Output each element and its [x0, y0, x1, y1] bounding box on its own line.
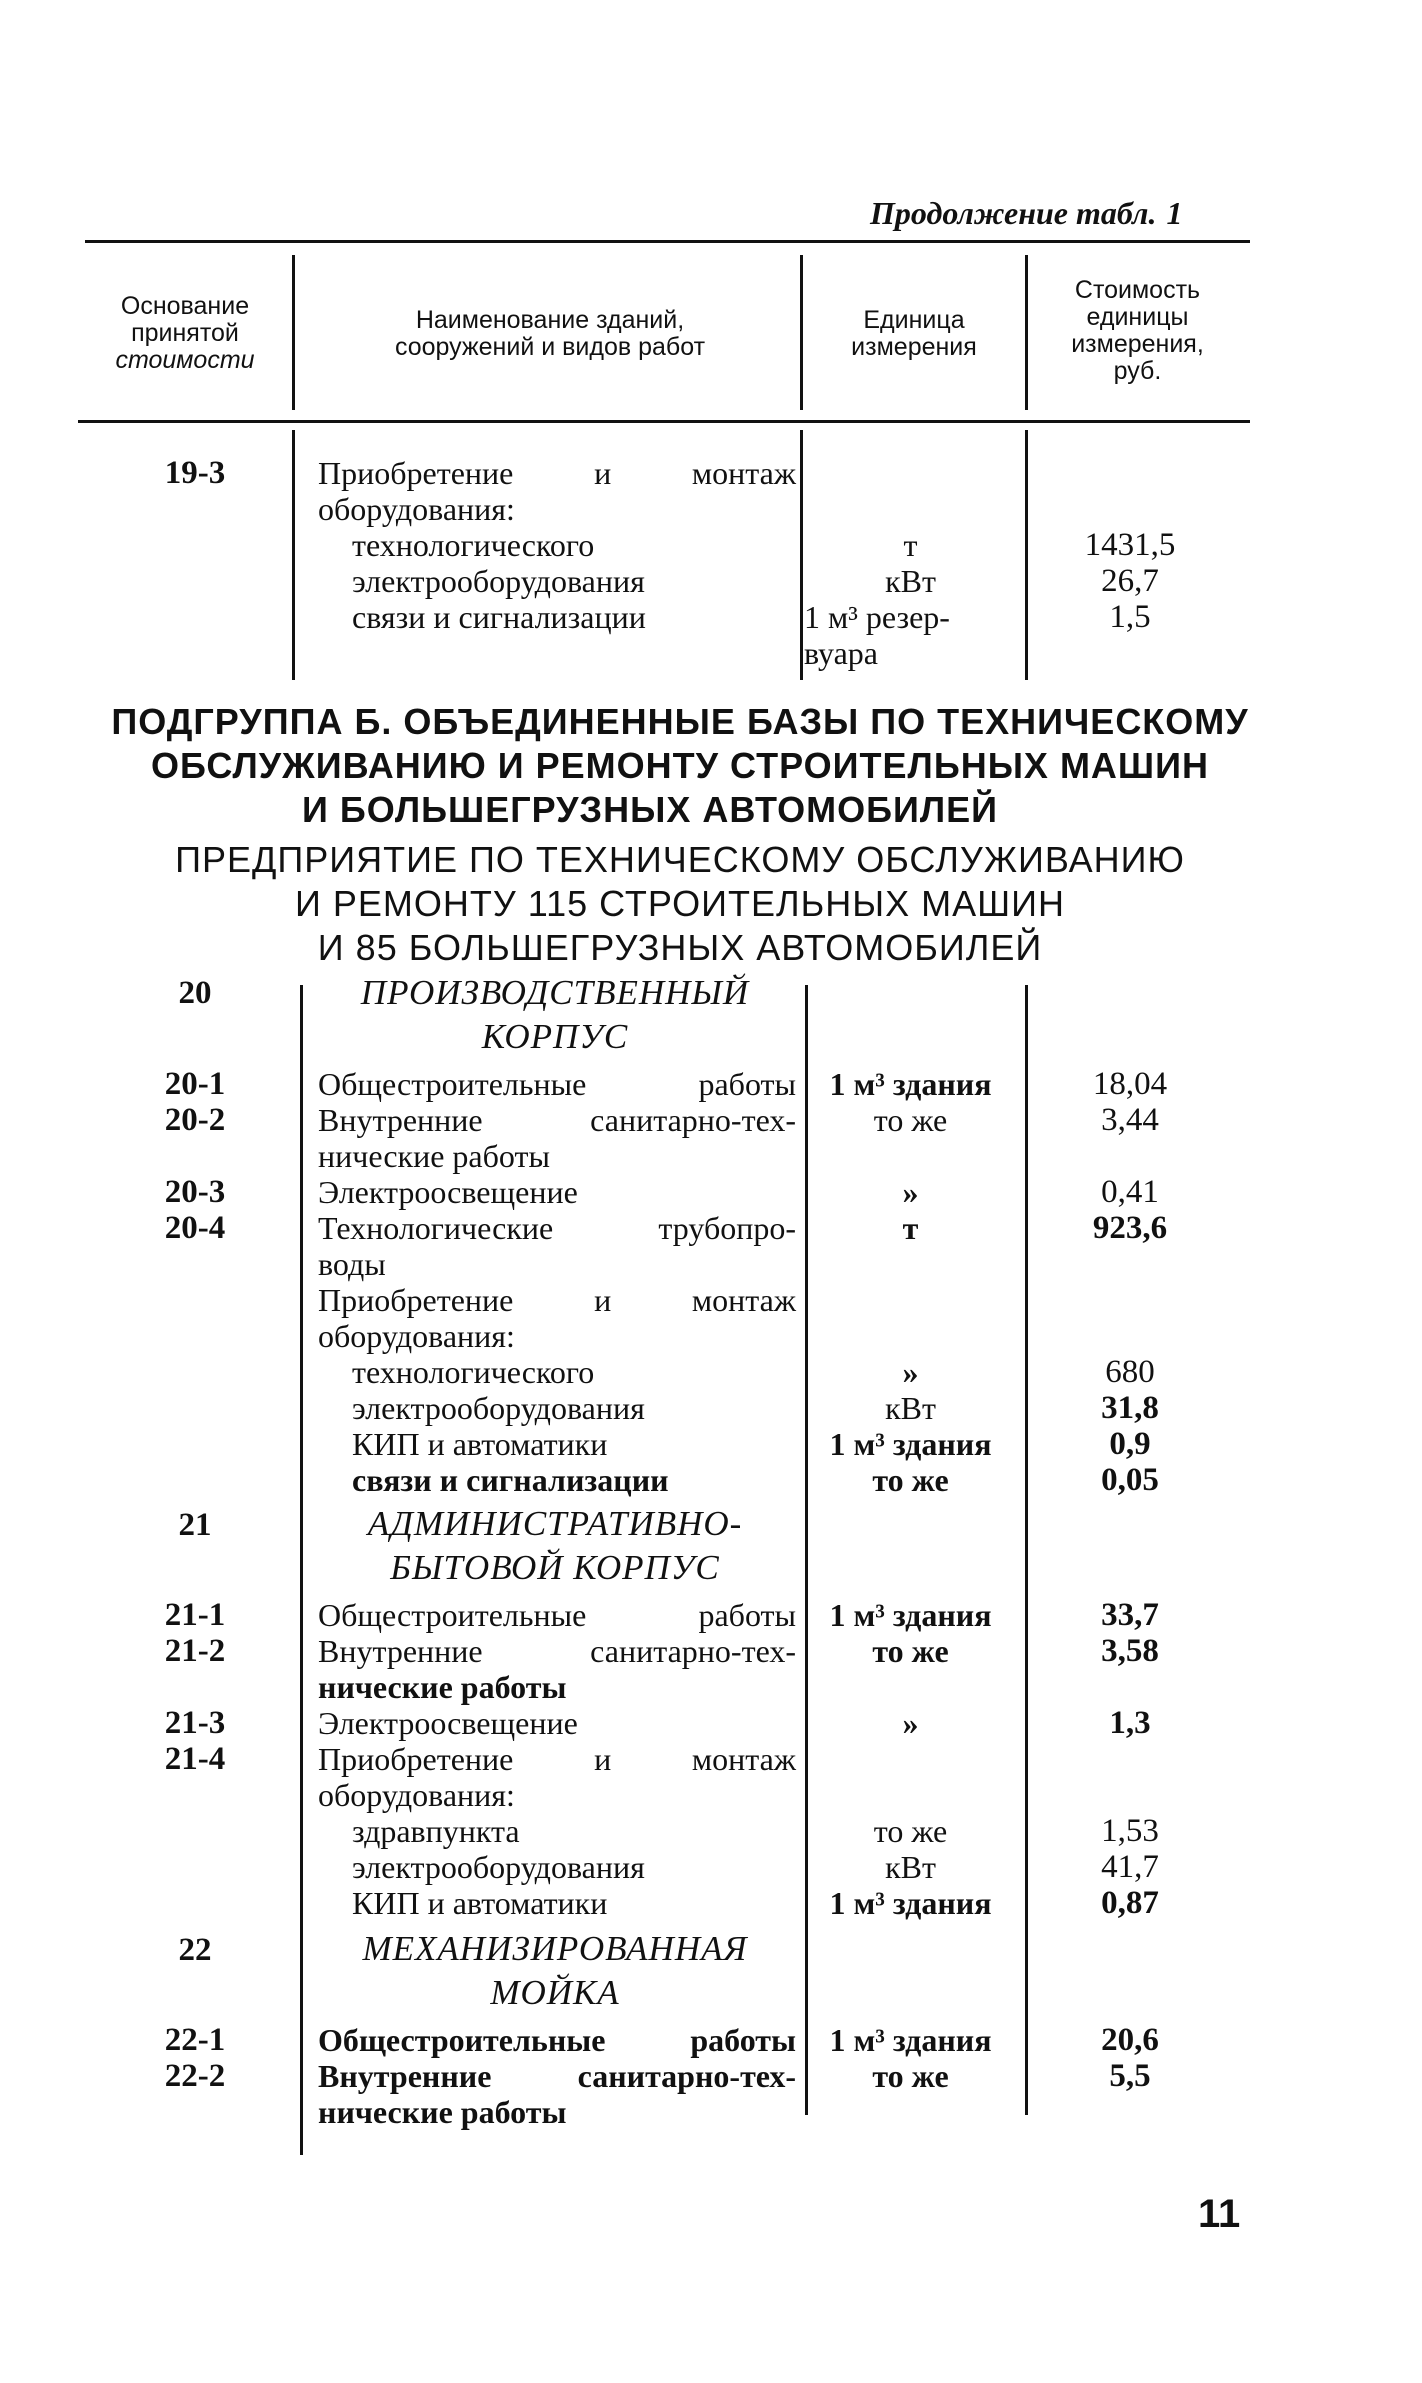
row-value: 0,41: [1101, 1174, 1159, 1210]
item-name: здравпункта: [352, 1813, 520, 1849]
row-unit: 1 м³ здания: [829, 1597, 992, 1633]
continuation-note: [870, 195, 1182, 232]
row-code: 21-2: [164, 1633, 226, 1669]
header-basis: Основание принятой стоимости: [115, 292, 255, 374]
row-code: 20-1: [164, 1066, 226, 1102]
section-title: МОЙКА: [490, 1973, 620, 2012]
row-value: 1,3: [1109, 1705, 1151, 1741]
item-value: 41,7: [1101, 1849, 1159, 1885]
header-unit: Единица измерения: [851, 306, 977, 361]
section-title: БЫТОВОЙ КОРПУС: [390, 1548, 720, 1587]
row-value: 33,7: [1101, 1597, 1159, 1633]
section-title: ПРОИЗВОДСТВЕННЫЙ: [360, 973, 750, 1012]
row-name: Приобретение и монтаж: [318, 455, 796, 491]
row-unit: т: [902, 1210, 919, 1246]
row-value: 3,44: [1101, 1102, 1159, 1138]
subgroup-title: ОБСЛУЖИВАНИЮ И РЕМОНТУ СТРОИТЕЛЬНЫХ МАШИН: [151, 745, 1209, 786]
item-unit-cont: вуара: [804, 635, 878, 671]
row-code: 20-3: [164, 1174, 226, 1210]
item-unit: кВт: [885, 1390, 936, 1426]
header-name: Наименование зданий, сооружений и видов работ: [394, 306, 706, 361]
header-divider-2: [800, 255, 803, 410]
row-name-cont: нические работы: [318, 1669, 567, 1705]
item-unit: 1 м³ здания: [829, 1426, 992, 1462]
row-name-cont: оборудования:: [318, 1777, 515, 1813]
enterprise-title: И 85 БОЛЬШЕГРУЗНЫХ АВТОМОБИЛЕЙ: [317, 927, 1043, 968]
row-value: 923,6: [1092, 1210, 1168, 1246]
item-value: 0,87: [1101, 1885, 1159, 1921]
row-name: Технологические трубопро-: [318, 1210, 796, 1246]
page-number: 11: [1198, 2192, 1241, 2236]
item-unit: то же: [873, 1813, 948, 1849]
header-divider-3: [1025, 255, 1028, 410]
item-name: связи и сигнализации: [352, 599, 646, 635]
row-value: 5,5: [1109, 2058, 1151, 2094]
subgroup-title: И БОЛЬШЕГРУЗНЫХ АВТОМОБИЛЕЙ: [302, 789, 998, 830]
subgroup-title: ПОДГРУППА Б. ОБЪЕДИНЕННЫЕ БАЗЫ ПО ТЕХНИЧЕСКОМУ: [111, 701, 1249, 742]
section-code: 22: [178, 1932, 212, 1968]
header-bottom-rule: [78, 420, 1250, 423]
item-unit: 1 м³ здания: [829, 1885, 992, 1921]
enterprise-title: И РЕМОНТУ 115 СТРОИТЕЛЬНЫХ МАШИН: [294, 883, 1066, 924]
row-code: 22-1: [164, 2022, 226, 2058]
item-value: 0,9: [1109, 1426, 1151, 1462]
row-unit: то же: [872, 1633, 949, 1669]
header-cost: Стоимость единицы измерения, руб.: [1071, 276, 1204, 385]
section-title: МЕХАНИЗИРОВАННАЯ: [362, 1929, 748, 1968]
row-code: 21-4: [164, 1741, 226, 1777]
table-divider-3: [1025, 985, 1028, 2115]
section-title: КОРПУС: [481, 1017, 629, 1056]
row-name: Приобретение и монтаж: [318, 1282, 796, 1318]
item-name: технологического: [352, 1354, 595, 1390]
row-code: 21-1: [164, 1597, 226, 1633]
header-top-rule: [85, 240, 1250, 243]
continuation-text: Продолжение табл.: [870, 195, 1157, 231]
section-code: 20: [178, 975, 212, 1011]
row-name: Внутренние санитарно-тех-: [318, 2058, 796, 2094]
row-value: 18,04: [1092, 1066, 1168, 1102]
row-unit: то же: [872, 2058, 949, 2094]
row-name: Приобретение и монтаж: [318, 1741, 796, 1777]
row-name: Электроосвещение: [318, 1174, 578, 1210]
top-divider-3: [1025, 430, 1028, 680]
item-value: 26,7: [1101, 563, 1159, 599]
section-code: 21: [178, 1507, 212, 1543]
row-name: Электроосвещение: [318, 1705, 578, 1741]
item-name: электрооборудования: [352, 1849, 645, 1885]
section-title: АДМИНИСТРАТИВНО-: [367, 1504, 743, 1543]
row-name: Внутренние санитарно-тех-: [318, 1102, 796, 1138]
row-unit: 1 м³ здания: [829, 2022, 992, 2058]
row-name: Общестроительные работы: [318, 2022, 796, 2058]
row-name-cont: оборудования:: [318, 1318, 515, 1354]
row-code: 20-4: [164, 1210, 226, 1246]
item-unit: »: [902, 1354, 919, 1390]
item-unit: то же: [872, 1462, 949, 1498]
row-code: 19-3: [164, 455, 226, 491]
row-code: 20-2: [164, 1102, 226, 1138]
item-value: 0,05: [1101, 1462, 1159, 1498]
row-code: 21-3: [164, 1705, 226, 1741]
row-unit: »: [902, 1705, 919, 1741]
continuation-number: 1: [1166, 195, 1183, 231]
item-value: 31,8: [1101, 1390, 1159, 1426]
item-value: 1431,5: [1084, 527, 1176, 563]
item-value: 1,53: [1101, 1813, 1159, 1849]
item-name: КИП и автоматики: [352, 1426, 608, 1462]
item-name: электрооборудования: [352, 1390, 645, 1426]
row-name-cont: воды: [318, 1246, 386, 1282]
item-name: КИП и автоматики: [352, 1885, 608, 1921]
row-unit: то же: [873, 1102, 948, 1138]
item-unit: 1 м³ резер-: [804, 599, 950, 635]
item-name: связи и сигнализации: [352, 1462, 669, 1498]
row-value: 20,6: [1101, 2022, 1159, 2058]
item-unit: т: [903, 527, 918, 563]
enterprise-title: ПРЕДПРИЯТИЕ ПО ТЕХНИЧЕСКОМУ ОБСЛУЖИВАНИЮ: [175, 839, 1185, 880]
row-name: Общестроительные работы: [318, 1597, 796, 1633]
row-unit: 1 м³ здания: [829, 1066, 992, 1102]
row-name: Общестроительные работы: [318, 1066, 796, 1102]
header-divider-1: [292, 255, 295, 410]
item-unit: кВт: [885, 563, 936, 599]
item-value: 680: [1105, 1354, 1155, 1390]
row-name-cont: нические работы: [318, 1138, 550, 1174]
item-name: технологического: [352, 527, 595, 563]
row-unit: »: [902, 1174, 919, 1210]
row-code: 22-2: [164, 2058, 226, 2094]
row-name-cont: оборудования:: [318, 491, 515, 527]
item-value: 1,5: [1109, 599, 1151, 635]
row-name-cont: нические работы: [318, 2094, 567, 2130]
row-value: 3,58: [1101, 1633, 1159, 1669]
item-name: электрооборудования: [352, 563, 645, 599]
item-unit: кВт: [885, 1849, 936, 1885]
row-name: Внутренние санитарно-тех-: [318, 1633, 796, 1669]
